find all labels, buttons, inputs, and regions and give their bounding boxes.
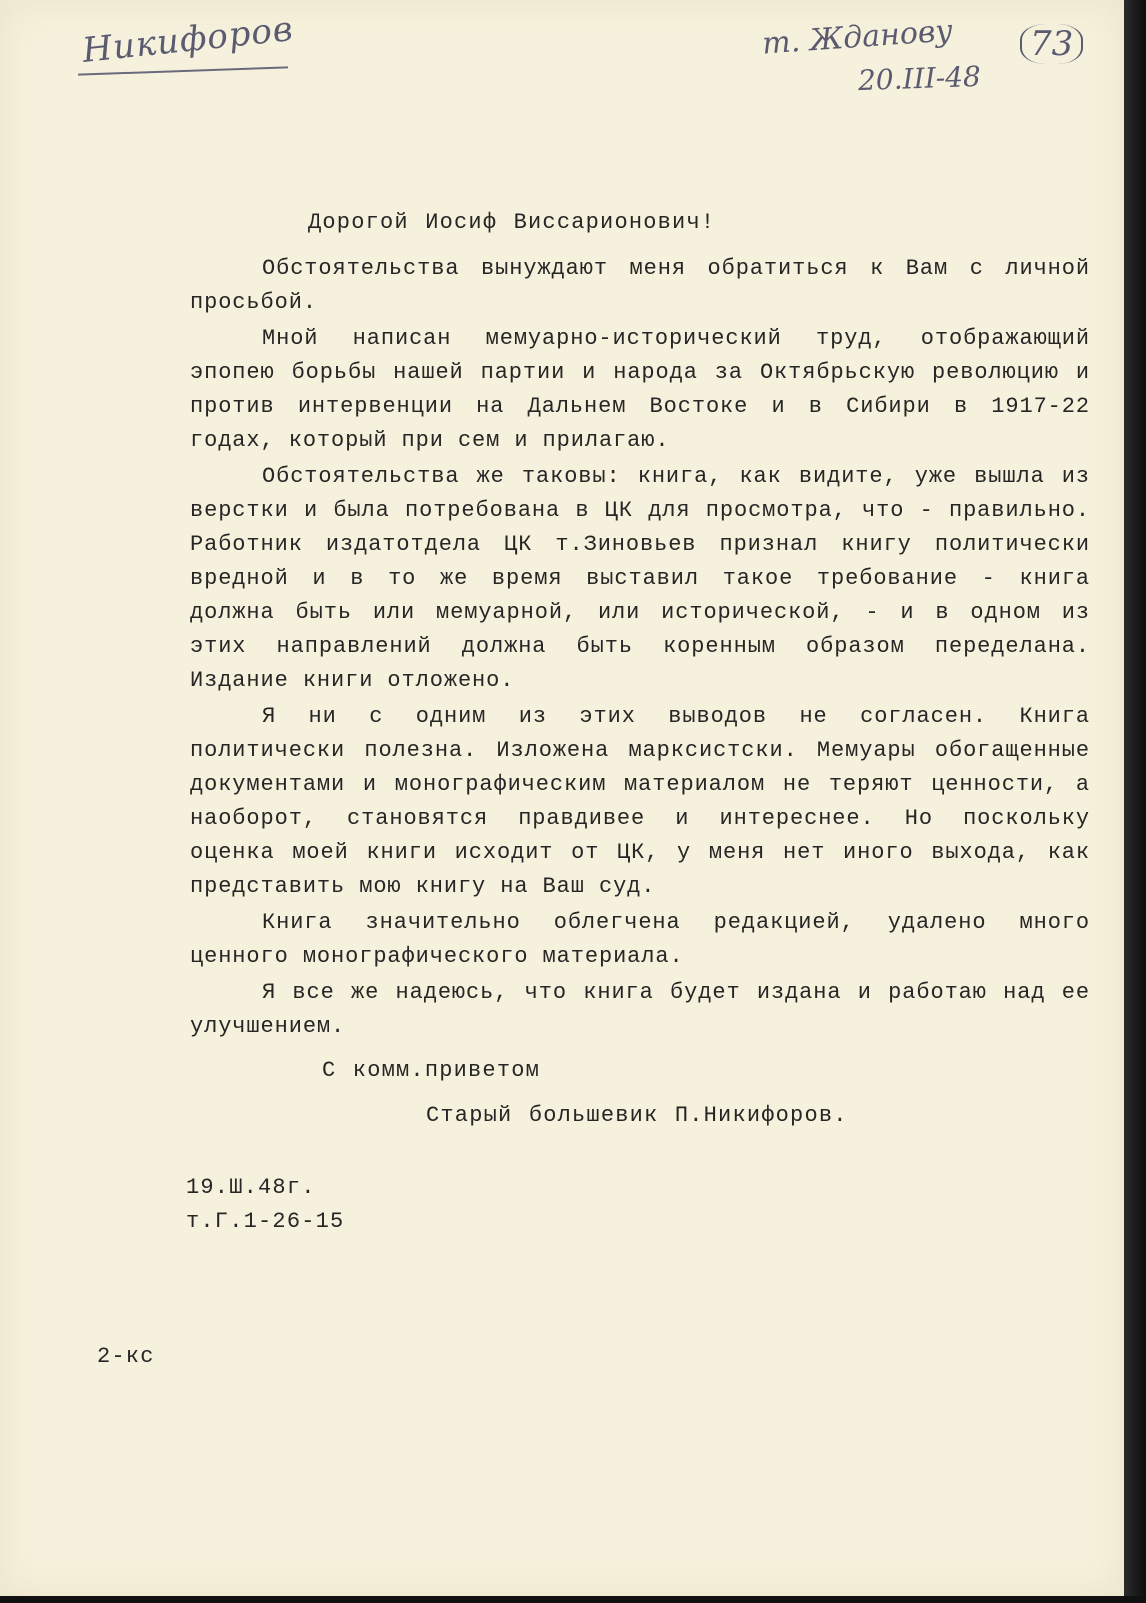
copy-mark: 2-кс bbox=[97, 1344, 155, 1369]
scan-edge-bottom bbox=[0, 1596, 1146, 1603]
letter-paragraph: Обстоятельства же таковы: книга, как видите, уже вышла из верстки и была потребована в ЦК для просмотра, что - правильно. Работник издатотдела ЦК т.Зиновьев признал книгу политически вредной и в то же время выставил такое требование - книга должна быть или мемуарной, или исторической, - и в одном из этих направлений должна быть коренным образом переделана. Издание книги отложено. bbox=[190, 464, 1090, 693]
letter-date: 19.Ш.48г. bbox=[186, 1175, 316, 1200]
scan-edge-right bbox=[1124, 0, 1146, 1603]
letter-phone: т.Г.1-26-15 bbox=[186, 1209, 345, 1234]
letter-paragraph: Я ни с одним из этих выводов не согласен. Книга политически полезна. Изложена марксистски. Мемуары обогащенные документами и монографическим материалом не теряют ценности, а наоборот, становятся правдивее и интереснее. Но поскольку оценка моей книги исходит от ЦК, у меня нет иного выхода, как представить мою книгу на Ваш суд. bbox=[190, 704, 1090, 899]
letter-closing: С комм.приветом bbox=[322, 1058, 541, 1083]
letter-body bbox=[190, 252, 1090, 1046]
letter-salutation: Дорогой Иосиф Виссарионович! bbox=[308, 210, 716, 235]
letter-paragraph: Книга значительно облегчена редакцией, удалено много ценного монографического материала. bbox=[190, 910, 1090, 969]
handwritten-addressee: т. Жданову bbox=[761, 13, 954, 62]
letter-signature: Старый большевик П.Никифоров. bbox=[426, 1103, 848, 1128]
letter-paragraph: Обстоятельства вынуждают меня обратиться к Вам с личной просьбой. bbox=[190, 256, 1090, 315]
letter-paragraph: Мной написан мемуарно-исторический труд, отображающий эпопею борьбы нашей партии и народа за Октябрьскую революцию и против интервенции на Дальнем Востоке и в Сибири в 1917-22 годах, который при сем и прилагаю. bbox=[190, 326, 1090, 453]
handwritten-date: 20.III-48 bbox=[857, 59, 982, 98]
handwritten-page-number: 73 bbox=[1020, 24, 1083, 64]
handwritten-author-name: Никифоров bbox=[80, 9, 296, 71]
letter-paragraph: Я все же надеюсь, что книга будет издана и работаю над ее улучшением. bbox=[190, 980, 1090, 1039]
